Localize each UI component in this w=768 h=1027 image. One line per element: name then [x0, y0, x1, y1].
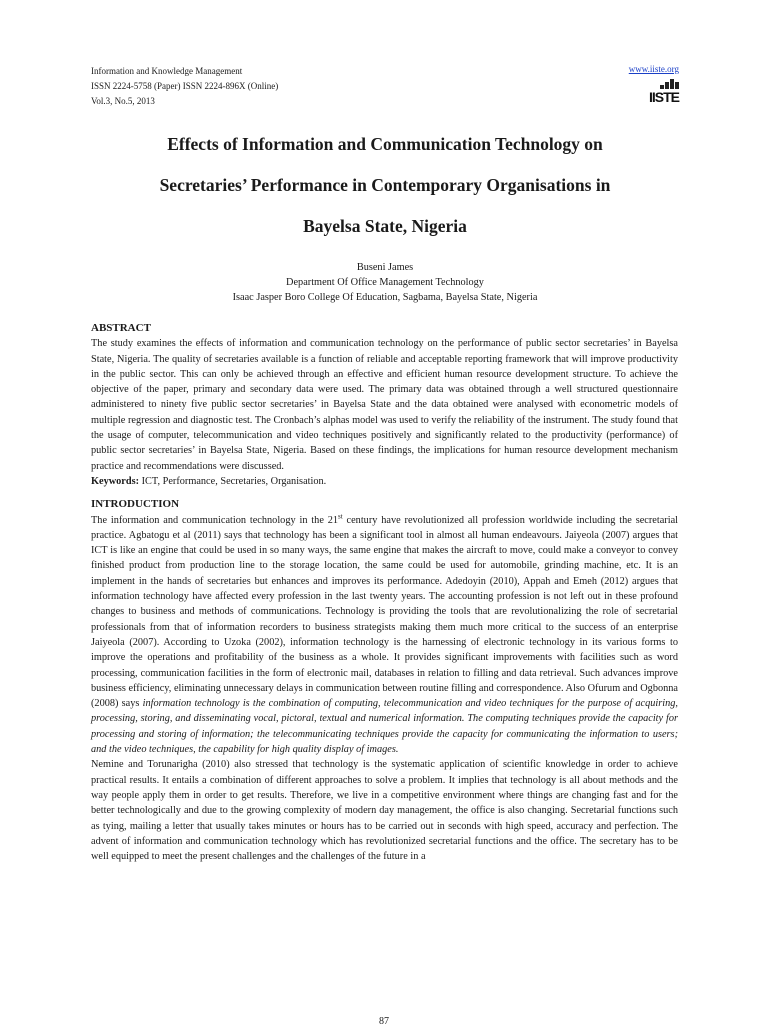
keywords-label: Keywords:	[91, 475, 140, 487]
keywords	[91, 474, 678, 489]
paper-body	[91, 321, 678, 864]
author-block	[80, 260, 690, 305]
introduction-paragraph-1: The information and communication technology in the 21st century have revolutionized all profession worldwide including the secretarial practice. Agbatogu et al (2011) says that technology has been a significant tool in almost all human endeavours. Jaiyeola (2007) argues that ICT is like an engine that could be used in so many ways, the same engine that makes the aircraft to move, could make a conveyor to convey finished product from production line to the storage location, the same could be used for automobile, grinding machine, etc. It is an implement in the hands of secretaries but enhances and improves its performance. Adedoyin (2010), Appah and Emeh (2012) argues that information technology have affected every profession in the last twenty years. The accounting profession is not left out in these profound changes to business and methods of communications. Technology is providing the tools that are revolutionalizing the role of secretarial professionals from that of information recorders to business strategists making them much more critical to the success of an enterprise Jaiyeola (2007). According to Uzoka (2002), information technology is the harnessing of electronic technology in its various forms to improve the operations and profitability of the business as a whole. It provides significant improvements with facilities such as word processing, communication facilities in the form of electronic mail, databases in relation to filling and data retrieval. Such advances improve business efficiency, eliminating unnecessary delays in communication between routine filling and correspondence. Also Ofurum and Ogbonna (2008) says information technology is the combination of computing, telecommunication and video techniques for the purpose of acquiring, processing, storing, and disseminating vocal, pictoral, textual and numerical information. The computing techniques provide the capacity for processing and storing of information; the telecommunicating techniques provide the capacity for communicating the information to users; and the video techniques, the capability for high quality display of images.	[91, 512, 679, 756]
title-line-2: Secretaries’ Performance in Contemporary Organisations in	[159, 175, 611, 195]
introduction-quote: information technology is the combination of computing, telecommunication and video techniques for the purpose of acquiring, processing, storing, and disseminating vocal, pictoral, textual and numerical information. The computing techniques provide the capacity for processing and storing of information; the telecommunicating techniques provide the capacity for communicating the information to users; and the video techniques, the capability for high quality display of images.	[91, 698, 679, 756]
title-line-1: Effects of Information and Communication Technology on	[167, 134, 603, 154]
author-department: Department Of Office Management Technology	[286, 277, 484, 288]
issn-line: ISSN 2224-5758 (Paper) ISSN 2224-896X (Online)	[91, 81, 279, 91]
journal-url-link[interactable]: www.iiste.org	[628, 64, 679, 74]
page-number: 87	[379, 1016, 389, 1027]
logo-text: IISTE	[648, 89, 679, 105]
journal-name: Information and Knowledge Management	[91, 66, 243, 76]
introduction-heading: INTRODUCTION	[91, 498, 180, 511]
abstract-text: The study examines the effects of information and communication technology on the performance of public sector secretaries’ in Bayelsa State, Nigeria. The quality of secretaries available is a function of reliable and acceptable reporting framework that will improve productivity in the public sector. This can only be achieved through an effective and efficient human resource development structure. To achieve the objective of the paper, primary and secondary data were used. The primary data was obtained through a well structured questionnaire administered to ninety five public sector secretaries’ in Bayelsa State and the data obtained were analysed with econometric models of multiple regression and diagnostic test. The Cronbach’s alphas model was used to verify the reliability of the instrument. The study found that the usage of computer, telecommunication and video techniques positively and significantly related to the productivity (performance) of public sector secretaries’ in Bayelsa State, Nigeria. Based on these findings, the implications for human resource development mechanism practice and recommendations were discussed.	[91, 338, 678, 472]
paper-title	[80, 128, 690, 251]
abstract-heading: ABSTRACT	[91, 322, 151, 334]
title-line-3: Bayelsa State, Nigeria	[303, 216, 467, 236]
introduction-paragraph-2: Nemine and Torunarigha (2010) also stressed that technology is the systematic application of scientific knowledge in order to achieve practical results. It entails a combination of different approaches to solve a problem. It implies that technology is all about methods and the way people apply them in order to get results. Therefore, we live in a competitive environment where things are changing fast and for the better technologically and due to the growing complexity of modern day management, the office is also changing. Secretarial functions such as tying, mailing a letter that usually takes minutes or hours has to be carried out in seconds with high speed, accuracy and perfection. The advent of information and communication technology which has revolutionized secretarial functions and the office. The secretary has to be well equipped to meet the present challenges and the challenges of the future in a	[91, 759, 678, 863]
journal-header	[91, 64, 681, 114]
author-institution: Isaac Jasper Boro College Of Education, Sagbama, Bayelsa State, Nigeria	[232, 292, 538, 303]
author-name: Buseni James	[356, 262, 414, 273]
iiste-logo-icon	[648, 79, 679, 109]
volume-line: Vol.3, No.5, 2013	[91, 96, 155, 106]
keywords-list: ICT, Performance, Secretaries, Organisation.	[139, 475, 327, 487]
